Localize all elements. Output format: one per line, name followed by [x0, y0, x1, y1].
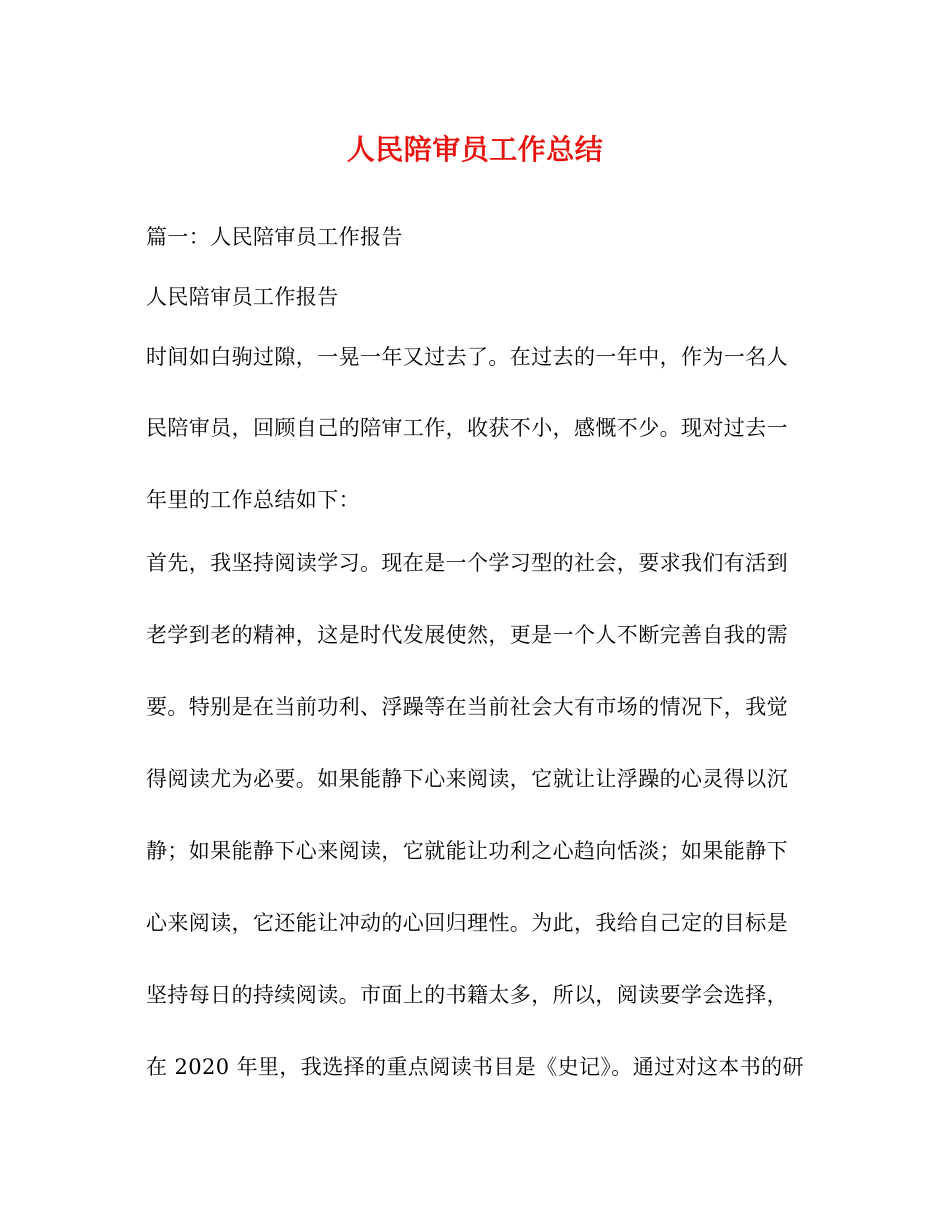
- paragraph-line: 坚持每日的持续阅读。市面上的书籍太多，所以，阅读要学会选择，: [146, 983, 788, 1007]
- paragraph-line: 得阅读尤为必要。如果能静下心来阅读，它就让让浮躁的心灵得以沉: [146, 767, 788, 791]
- paragraph-line: 民陪审员，回顾自己的陪审工作，收获不小，感慨不少。现对过去一: [146, 416, 788, 440]
- paragraph-line: 首先，我坚持阅读学习。现在是一个学习型的社会，要求我们有活到: [146, 551, 788, 575]
- paragraph-line: 心来阅读，它还能让冲动的心回归理性。为此，我给自己定的目标是: [146, 911, 788, 935]
- document-title: 人民陪审员工作总结: [346, 133, 604, 166]
- paragraph-line: 在 2020 年里，我选择的重点阅读书目是《史记》。通过对这本书的研: [146, 1055, 804, 1079]
- paragraph-line: 要。特别是在当前功利、浮躁等在当前社会大有市场的情况下，我觉: [146, 695, 788, 719]
- paragraph-line: 老学到老的精神，这是时代发展使然，更是一个人不断完善自我的需: [146, 623, 788, 647]
- paragraph-line: 年里的工作总结如下：: [146, 488, 360, 512]
- report-heading: 人民陪审员工作报告: [146, 285, 339, 309]
- section-heading: 篇一：人民陪审员工作报告: [146, 225, 403, 249]
- paragraph-line: 静；如果能静下心来阅读，它就能让功利之心趋向恬淡；如果能静下: [146, 839, 788, 863]
- paragraph-line: 时间如白驹过隙，一晃一年又过去了。在过去的一年中，作为一名人: [146, 345, 788, 369]
